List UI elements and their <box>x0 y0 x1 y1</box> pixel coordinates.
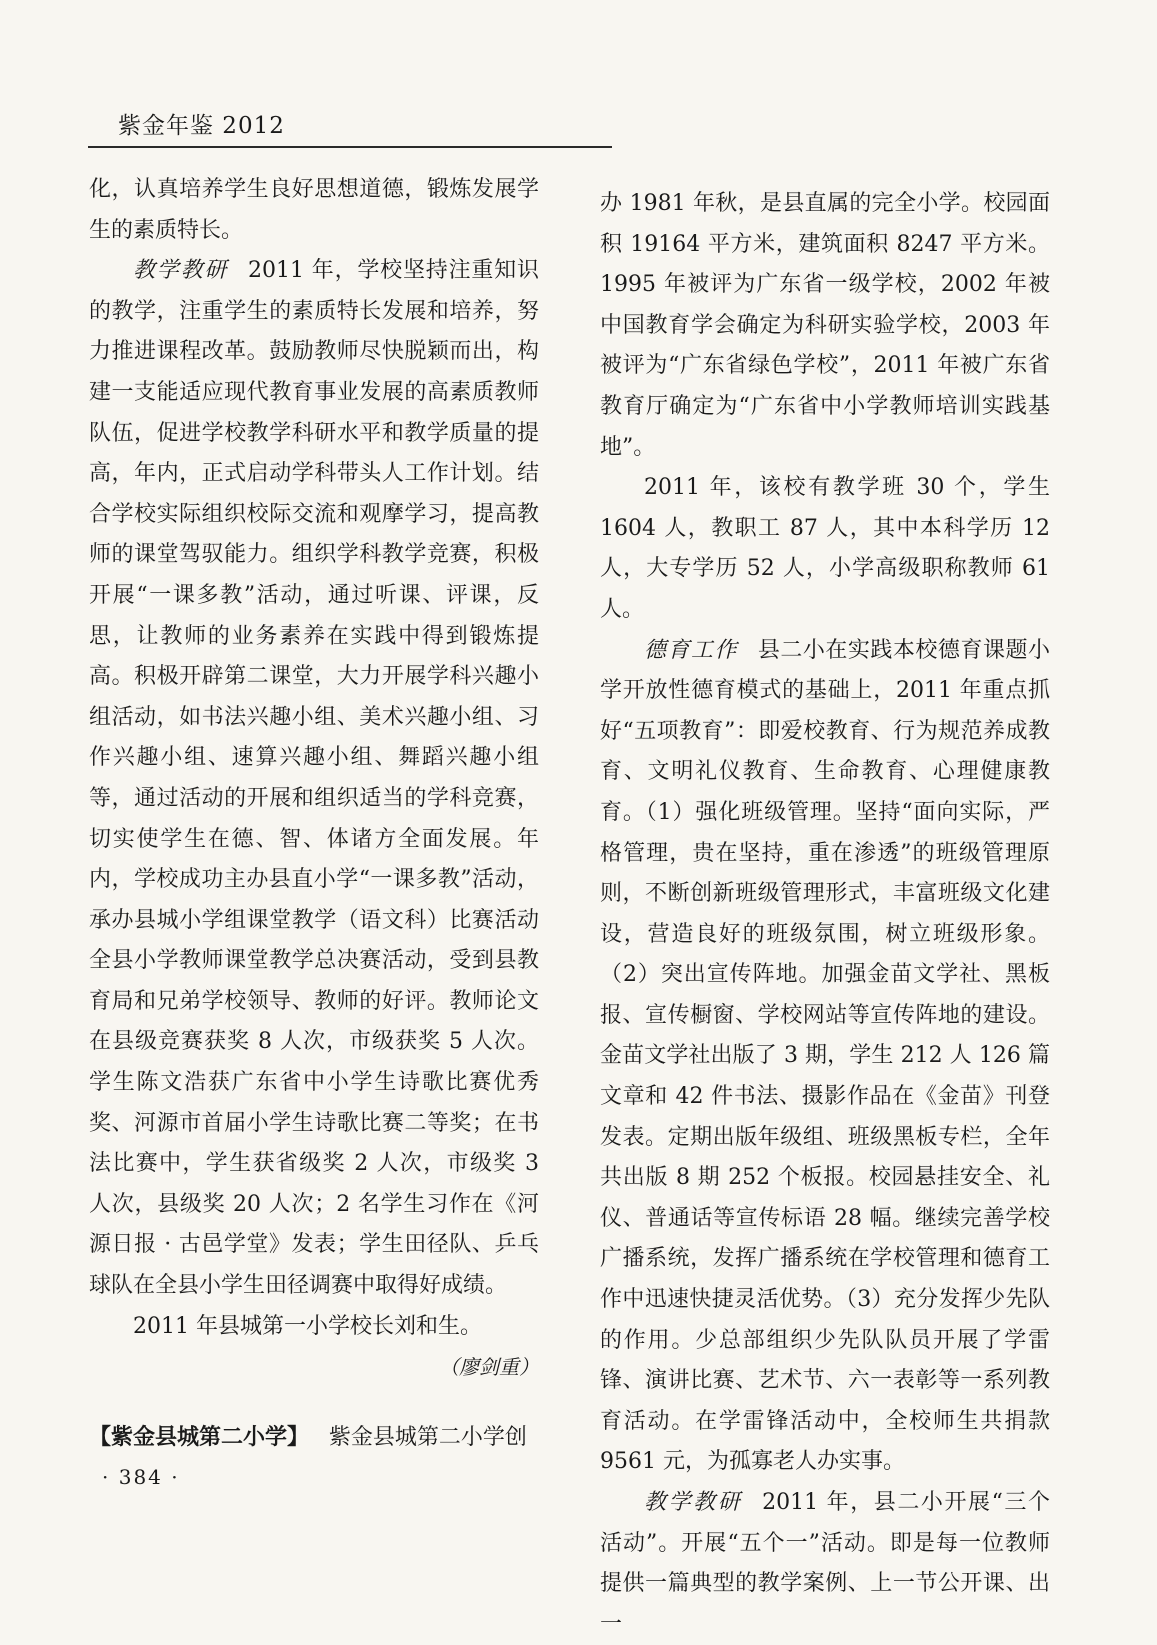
right-column <box>600 184 1050 1645</box>
paragraph-continuation: 化，认真培养学生良好思想道德，锻炼发展学生的素质特长。 <box>89 177 539 243</box>
section-label-teaching-research: 教学教研 <box>133 258 229 284</box>
header-rule <box>88 146 612 148</box>
paragraph-principal: 2011 年县城第一小学校长刘和生。 <box>133 1313 482 1339</box>
paragraph-school-stats: 2011 年，该校有教学班 30 个，学生 1604 人，教职工 87 人，其中本科学历 12 人，大专学历 52 人，小学高级职称教师 61 人。 <box>600 475 1050 622</box>
paragraph-body: 县二小在实践本校德育课题小学开放性德育模式的基础上，2011 年重点抓好“五项教育”：即爱校教育、行为规范养成教育、文明礼仪教育、生命教育、心理健康教育。（1）强化班级管理。坚持“面向实际，严格管理，贵在坚持，重在渗透”的班级管理原则，不断创新班级管理形式，丰富班级文化建设，营造良好的班级氛围，树立班级形象。（2）突出宣传阵地。加强金苗文学社、黑板报、宣传橱窗、学校网站等宣传阵地的建设。金苗文学社出版了 3 期，学生 212 人 126 篇文章和 42 件书法、摄影作品在《金苗》刊登发表。定期出版年级组、班级黑板专栏，全年共出版 8 期 252 个板报。校园悬挂安全、礼仪、普通话等宣传标语 28 幅。继续完善学校广播系统，发挥广播系统在学校管理和德育工作中迅速快捷灵活优势。（3）充分发挥少先队的作用。少总部组织少先队队员开展了学雷锋、演讲比赛、艺术节、六一表彰等一系列教育活动。在学雷锋活动中，全校师生共捐款 9561 元，为孤寡老人办实事。 <box>600 637 1050 1475</box>
running-header-title: 紫金年鉴 2012 <box>118 113 285 139</box>
section-label-teaching-research-2: 教学教研 <box>644 1490 743 1515</box>
paragraph-body: 2011 年，县二小开展“三个活动”。开展“五个一”活动。即是每一位教师提供一篇典型的教学案例、上一节公开课、出一 <box>600 1490 1050 1637</box>
paragraph-body: 2011 年，学校坚持注重知识的教学，注重学生的素质特长发展和培养，努力推进课程改革。鼓励教师尽快脱颖而出，构建一支能适应现代教育事业发展的高素质教师队伍，促进学校教学科研水平和教学质量的提高，年内，正式启动学科带头人工作计划。结合学校实际组织校际交流和观摩学习，提高教师的课堂驾驭能力。组织学科教学竞赛，积极开展“一课多教”活动，通过听课、评课，反思，让教师的业务素养在实践中得到锻炼提高。积极开辟第二课堂，大力开展学科兴趣小组活动，如书法兴趣小组、美术兴趣小组、习作兴趣小组、速算兴趣小组、舞蹈兴趣小组等，通过活动的开展和组织适当的学科竞赛，切实使学生在德、智、体诸方全面发展。年内，学校成功主办县直小学“一课多教”活动，承办县城小学组课堂教学（语文科）比赛活动全县小学教师课堂教学总决赛活动，受到县教育局和兄弟学校领导、教师的好评。教师论文在县级竞赛获奖 8 人次，市级获奖 5 人次。学生陈文浩获广东省中小学生诗歌比赛优秀奖、河源市首届小学生诗歌比赛二等奖；在书法比赛中，学生获省级奖 2 人次，市级奖 3 人次，县级奖 20 人次；2 名学生习作在《河源日报 · 古邑学堂》发表；学生田径队、乒乓球队在全县小学生田径调赛中取得好成绩。 <box>89 258 539 1299</box>
entry-start <box>89 1418 539 1459</box>
paragraph-school-intro: 办 1981 年秋，是县直属的完全小学。校园面积 19164 平方米，建筑面积 8247 平方米。1995 年被评为广东省一级学校，2002 年被中国教育学会确定为科研实验学校，2003 年被评为“广东省绿色学校”，2011 年被广东省教育厅确定为“广东省中小学教师培训实践基地”。 <box>600 191 1050 460</box>
paragraph-moral-education <box>600 631 1050 1483</box>
spacer <box>89 1388 539 1418</box>
section-label-moral-education: 德育工作 <box>644 637 739 663</box>
left-column <box>89 170 539 1458</box>
author-credit: （廖剑重） <box>439 1355 539 1380</box>
entry-title: 【紫金县城第二小学】 <box>89 1424 310 1450</box>
page-number: · 384 · <box>102 1465 180 1489</box>
paragraph-teaching-research <box>89 251 539 1306</box>
entry-body: 紫金县城第二小学创 <box>328 1424 527 1450</box>
paragraph-teaching-research-2 <box>600 1483 1050 1645</box>
